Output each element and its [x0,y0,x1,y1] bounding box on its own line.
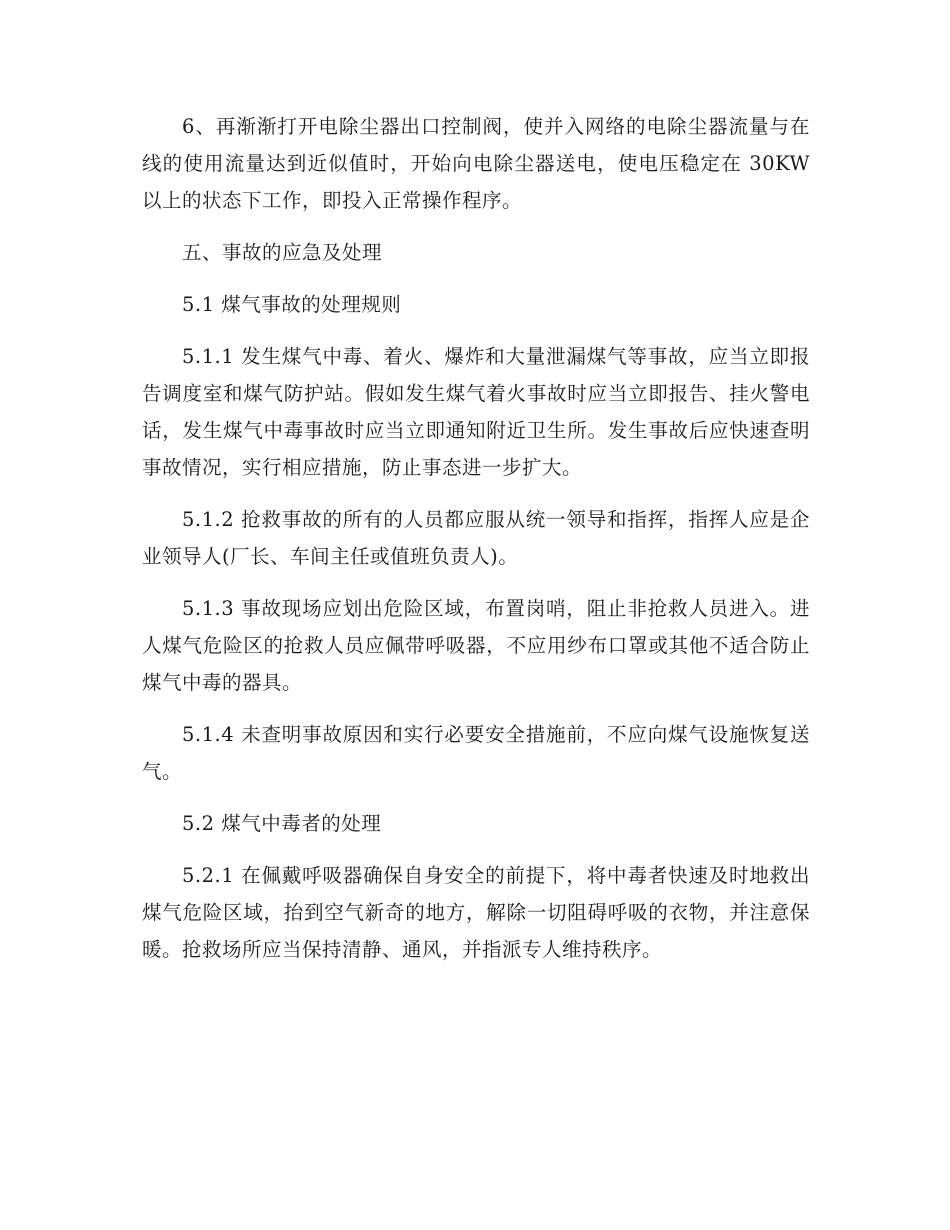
paragraph-5-1-4: 5.1.4 未查明事故原因和实行必要安全措施前，不应向煤气设施恢复送气。 [142,723,810,783]
paragraph-5-1-2: 5.1.2 抢救事故的所有的人员都应服从统一领导和指挥，指挥人应是企业领导人(厂长、车间主任或值班负责人)。 [142,508,810,568]
paragraph-step-6: 6、再渐渐打开电除尘器出口控制阀，使并入网络的电除尘器流量与在线的使用流量达到近似值时，开始向电除尘器送电，使电压稳定在 30KW 以上的状态下工作，即投入正常操作程序。 [142,115,810,212]
section-heading-5: 五、事故的应急及处理 [182,241,383,264]
subsection-heading-5-2: 5.2 煤气中毒者的处理 [182,812,382,835]
paragraph-5-1-3: 5.1.3 事故现场应划出危险区域，布置岗哨，阻止非抢救人员进入。进人煤气危险区的抢救人员应佩带呼吸器，不应用纱布口罩或其他不适合防止煤气中毒的器具。 [142,597,810,694]
paragraph-5-1-1: 5.1.1 发生煤气中毒、着火、爆炸和大量泄漏煤气等事故，应当立即报告调度室和煤气防护站。假如发生煤气着火事故时应当立即报告、挂火警电话，发生煤气中毒事故时应当立即通知附近卫生所。发生事故后应快速查明事故情况，实行相应措施，防止事态进一步扩大。 [142,345,810,479]
document-body [142,108,810,983]
paragraph-5-2-1: 5.2.1 在佩戴呼吸器确保自身安全的前提下，将中毒者快速及时地救出煤气危险区域，抬到空气新奇的地方，解除一切阻碍呼吸的衣物，并注意保暖。抢救场所应当保持清静、通风，并指派专人维持秩序。 [142,864,810,961]
subsection-heading-5-1: 5.1 煤气事故的处理规则 [182,293,402,316]
